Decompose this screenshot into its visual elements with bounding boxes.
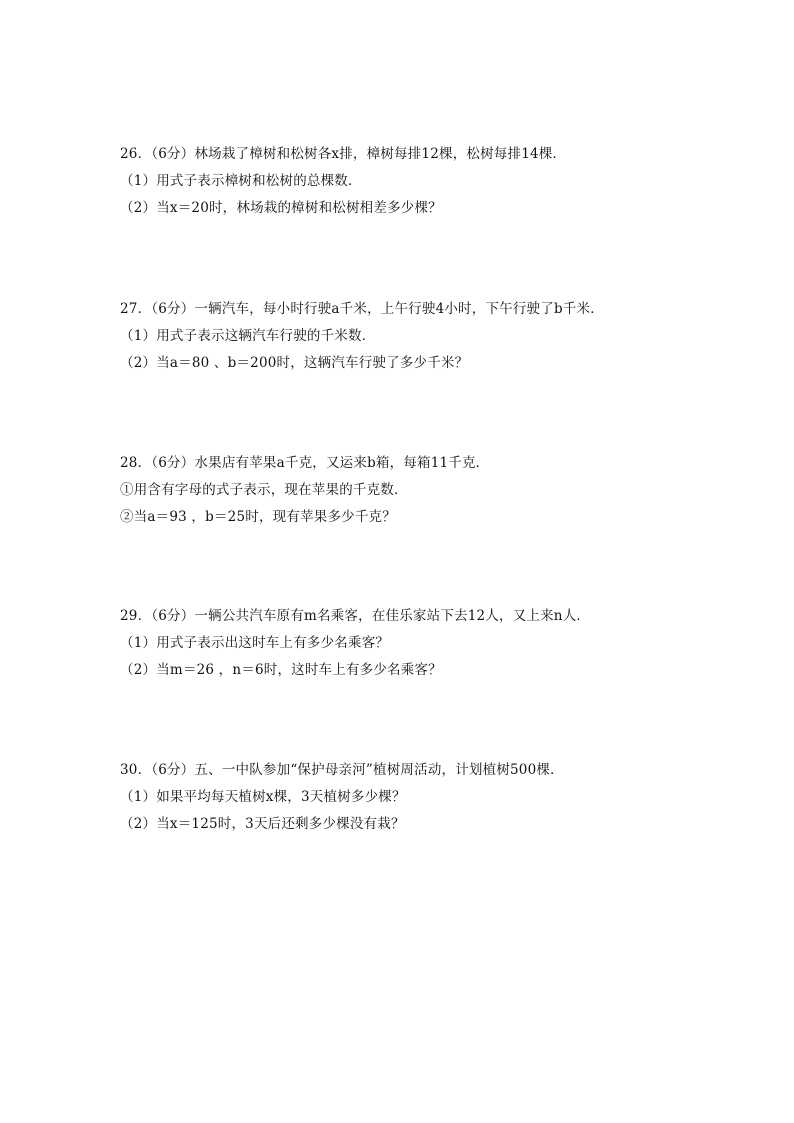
problem-stem: 26．（6分）林场栽了樟树和松树各x排，樟树每排12棵，松树每排14棵．: [120, 146, 567, 162]
problem-stem: 27．（6分）一辆汽车，每小时行驶a千米，上午行驶4小时，下午行驶了b千米．: [120, 301, 604, 317]
problem-part: （2）当m＝26 ，n＝6时，这时车上有多少名乘客？: [120, 662, 442, 678]
problem-28: [120, 450, 720, 531]
problem-part: ②当a＝93 ，b＝25时，现有苹果多少千克？: [120, 509, 396, 525]
problem-part: （1）用式子表示樟树和松树的总棵数．: [120, 173, 362, 189]
problem-stem: 28．（6分）水果店有苹果a千克，又运来b箱，每箱11千克．: [120, 455, 490, 471]
problem-part: （1）用式子表示出这时车上有多少名乘客？: [120, 635, 390, 651]
problem-part: （1）用式子表示这辆汽车行驶的千米数．: [120, 328, 376, 344]
problem-stem: 30．（6分）五、一中队参加“保护母亲河”植树周活动，计划植树500棵．: [120, 762, 564, 778]
problem-stem: 29．（6分）一辆公共汽车原有m名乘客，在佳乐家站下去12人，又上来n人．: [120, 608, 591, 624]
problem-26: [120, 141, 720, 222]
problem-part: （2）当a＝80 、b＝200时，这辆汽车行驶了多少千米？: [120, 355, 469, 371]
problem-27: [120, 296, 720, 377]
problem-30: [120, 757, 720, 838]
problem-part: （2）当x＝125时，3天后还剩多少棵没有栽？: [120, 816, 405, 832]
problem-part: （1）如果平均每天植树x棵，3天植树多少棵？: [120, 789, 406, 805]
problem-29: [120, 603, 720, 684]
problem-part: （2）当x＝20时，林场栽的樟树和松树相差多少棵？: [120, 200, 442, 216]
problem-part: ①用含有字母的式子表示，现在苹果的千克数．: [120, 482, 408, 498]
